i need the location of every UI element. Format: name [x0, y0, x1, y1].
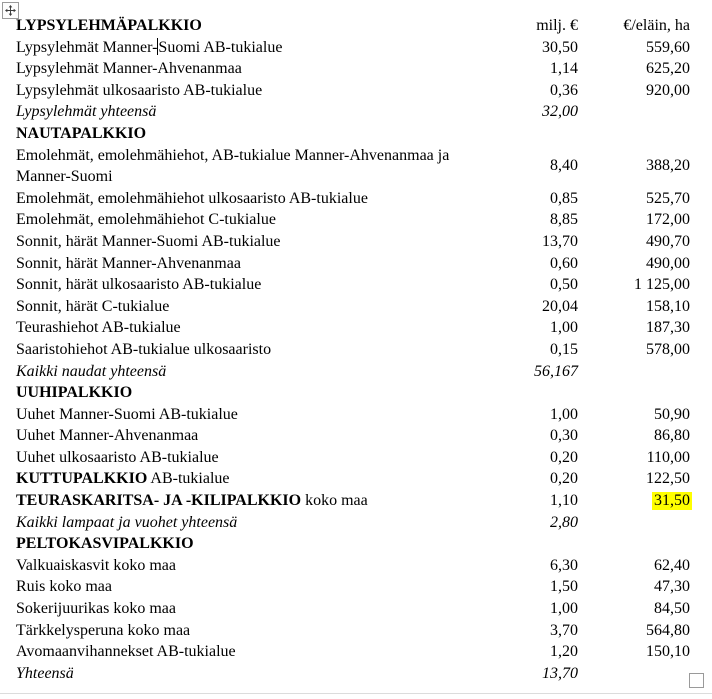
value-eur-per-animal[interactable]: 158,10	[646, 297, 690, 315]
row-label[interactable]: Ruis koko maa	[16, 578, 112, 596]
value-eur-per-animal[interactable]: 559,60	[646, 38, 690, 56]
value-eur-per-animal[interactable]: 625,20	[646, 60, 690, 78]
row-label[interactable]: Yhteensä	[16, 664, 74, 682]
row-label-bold-part: KUTTUPALKKIO	[16, 470, 148, 488]
value-milj-eur[interactable]: 8,40	[550, 157, 578, 175]
row-label[interactable]: Lypsylehmät ulkosaaristo AB-tukialue	[16, 81, 263, 99]
row-label[interactable]: Emolehmät, emolehmähiehot ulkosaaristo AB-tukialue	[16, 189, 368, 207]
table-row[interactable]	[16, 490, 690, 512]
table-row[interactable]	[16, 533, 690, 555]
row-label[interactable]: Lypsylehmät yhteensä	[16, 103, 157, 121]
value-eur-per-animal[interactable]: 84,50	[654, 600, 690, 618]
table-row[interactable]	[16, 404, 690, 426]
value-milj-eur[interactable]: 13,70	[542, 232, 578, 250]
table-row[interactable]	[16, 361, 690, 383]
text-cursor	[157, 38, 158, 55]
value-eur-per-animal[interactable]: 1 125,00	[634, 276, 690, 294]
value-eur-per-animal[interactable]	[578, 533, 690, 555]
value-milj-eur[interactable]: 1,00	[550, 319, 578, 337]
value-milj-eur[interactable]: 1,10	[550, 492, 578, 510]
value-milj-eur[interactable]: 1,14	[550, 60, 578, 78]
table-row[interactable]	[16, 317, 690, 339]
column-header-milj-eur[interactable]: milj. €	[536, 17, 578, 34]
value-eur-per-animal[interactable]: 525,70	[646, 189, 690, 207]
value-eur-per-animal[interactable]	[578, 101, 690, 123]
table-resize-handle[interactable]	[689, 673, 704, 688]
table-row[interactable]	[16, 58, 690, 80]
table-row[interactable]	[16, 37, 690, 59]
value-milj-eur[interactable]	[458, 382, 578, 404]
value-eur-per-animal[interactable]	[578, 123, 690, 145]
value-eur-per-animal[interactable]: 172,00	[646, 211, 690, 229]
row-label[interactable]: Uuhet Manner-Ahvenanmaa	[16, 427, 199, 445]
value-milj-eur[interactable]	[458, 123, 578, 145]
row-label[interactable]: Uuhet ulkosaaristo AB-tukialue	[16, 448, 219, 466]
value-eur-per-animal[interactable]: 920,00	[646, 81, 690, 99]
table-row[interactable]	[16, 274, 690, 296]
move-icon	[5, 5, 16, 16]
value-eur-per-animal[interactable]: 187,30	[646, 319, 690, 337]
value-eur-per-animal[interactable]: 86,80	[654, 427, 690, 445]
value-eur-per-animal[interactable]: 150,10	[646, 643, 690, 661]
table-row[interactable]	[16, 123, 690, 145]
table-row[interactable]	[16, 512, 690, 534]
row-label[interactable]: Emolehmät, emolehmähiehot C-tukialue	[16, 211, 276, 229]
value-milj-eur[interactable]: 0,30	[550, 427, 578, 445]
row-label[interactable]: Saaristohiehot AB-tukialue ulkosaaristo	[16, 340, 272, 358]
row-label[interactable]: Sonnit, härät Manner-Suomi AB-tukialue	[16, 232, 281, 250]
table-row[interactable]	[16, 663, 690, 685]
value-eur-per-animal[interactable]: 110,00	[646, 448, 690, 466]
value-milj-eur[interactable]: 6,30	[550, 556, 578, 574]
highlighted-value: 31,50	[654, 492, 690, 510]
value-milj-eur[interactable]: 20,04	[542, 297, 578, 315]
row-label[interactable]: Lypsylehmät Manner-Ahvenanmaa	[16, 60, 242, 78]
table-row[interactable]	[16, 598, 690, 620]
value-milj-eur[interactable]: 1,50	[550, 578, 578, 596]
value-eur-per-animal[interactable]: 490,70	[646, 232, 690, 250]
subsidy-table	[16, 15, 690, 684]
table-row[interactable]	[16, 339, 690, 361]
table-row[interactable]	[16, 555, 690, 577]
value-eur-per-animal[interactable]: 62,40	[654, 556, 690, 574]
value-eur-per-animal[interactable]: 564,80	[646, 621, 690, 639]
value-eur-per-animal[interactable]: 578,00	[646, 340, 690, 358]
value-milj-eur[interactable]: 1,20	[550, 643, 578, 661]
table-row[interactable]	[16, 145, 690, 188]
table-row[interactable]	[16, 253, 690, 275]
value-milj-eur[interactable]: 8,85	[550, 211, 578, 229]
table-row[interactable]	[16, 296, 690, 318]
value-milj-eur[interactable]: 0,20	[550, 470, 578, 488]
row-label[interactable]: Emolehmät, emolehmähiehot, AB-tukialue Manner-Ahvenanmaa ja Manner-Suomi	[16, 146, 450, 186]
table-row[interactable]	[16, 15, 690, 37]
value-milj-eur[interactable]: 1,00	[550, 405, 578, 423]
row-label[interactable]: KUTTUPALKKIO AB-tukialue	[16, 470, 230, 488]
value-milj-eur[interactable]: 56,167	[534, 362, 578, 380]
value-milj-eur[interactable]: 0,20	[550, 448, 578, 466]
value-eur-per-animal[interactable]: 490,00	[646, 254, 690, 272]
value-eur-per-animal[interactable]	[578, 512, 690, 534]
row-label[interactable]: Teurashiehot AB-tukialue	[16, 319, 181, 337]
value-milj-eur[interactable]: 3,70	[550, 621, 578, 639]
table-row[interactable]	[16, 209, 690, 231]
value-milj-eur[interactable]: 0,60	[550, 254, 578, 272]
value-milj-eur[interactable]	[458, 533, 578, 555]
value-milj-eur[interactable]: 1,00	[550, 600, 578, 618]
row-label-bold-part: TEURASKARITSA- JA -KILIPALKKIO	[16, 492, 302, 510]
row-label[interactable]: NAUTAPALKKIO	[16, 124, 147, 142]
row-label[interactable]: Uuhet Manner-Suomi AB-tukialue	[16, 405, 238, 423]
table-row[interactable]	[16, 447, 690, 469]
table-row[interactable]	[16, 101, 690, 123]
table-row[interactable]	[16, 231, 690, 253]
table-row[interactable]	[16, 641, 690, 663]
value-eur-per-animal[interactable]: 50,90	[654, 405, 690, 423]
value-milj-eur[interactable]: 32,00	[542, 103, 578, 121]
value-eur-per-animal[interactable]	[578, 490, 690, 512]
row-label[interactable]: Kaikki naudat yhteensä	[16, 362, 167, 380]
value-milj-eur[interactable]: 0,85	[550, 189, 578, 207]
row-label[interactable]: UUHIPALKKIO	[16, 384, 133, 402]
row-label[interactable]: Valkuaiskasvit koko maa	[16, 556, 176, 574]
row-label[interactable]: Kaikki lampaat ja vuohet yhteensä	[16, 513, 238, 531]
row-label[interactable]: Lypsylehmät Manner-Suomi AB-tukialue	[16, 38, 283, 56]
row-label[interactable]: Sonnit, härät Manner-Ahvenanmaa	[16, 254, 241, 272]
value-eur-per-animal[interactable]: 122,50	[646, 470, 690, 488]
row-label[interactable]: Tärkkelysperuna koko maa	[16, 621, 191, 639]
value-milj-eur[interactable]: 0,50	[550, 276, 578, 294]
table-row[interactable]	[16, 468, 690, 490]
row-label[interactable]: Avomaanvihannekset AB-tukialue	[16, 643, 236, 661]
value-milj-eur[interactable]: 30,50	[542, 38, 578, 56]
row-label[interactable]: Sokerijuurikas koko maa	[16, 600, 176, 618]
column-header-eur-per-animal[interactable]: €/eläin, ha	[623, 17, 690, 34]
value-eur-per-animal[interactable]	[578, 361, 690, 383]
value-eur-per-animal[interactable]	[578, 382, 690, 404]
value-eur-per-animal[interactable]: 388,20	[646, 157, 690, 175]
table-row[interactable]	[16, 382, 690, 404]
table-row[interactable]	[16, 576, 690, 598]
value-milj-eur[interactable]: 2,80	[550, 513, 578, 531]
row-label[interactable]: Sonnit, härät ulkosaaristo AB-tukialue	[16, 276, 262, 294]
table-row[interactable]	[16, 425, 690, 447]
row-label[interactable]: TEURASKARITSA- JA -KILIPALKKIO koko maa	[16, 492, 368, 510]
table-row[interactable]	[16, 80, 690, 102]
value-milj-eur[interactable]: 13,70	[542, 664, 578, 682]
value-milj-eur[interactable]: 0,15	[550, 340, 578, 358]
row-label[interactable]: LYPSYLEHMÄPALKKIO	[16, 17, 202, 34]
value-milj-eur[interactable]: 0,36	[550, 81, 578, 99]
row-label[interactable]: Sonnit, härät C-tukialue	[16, 297, 170, 315]
page-boundary-line	[0, 693, 712, 694]
table-row[interactable]	[16, 620, 690, 642]
value-eur-per-animal[interactable]: 47,30	[654, 578, 690, 596]
value-eur-per-animal[interactable]	[578, 663, 690, 685]
table-row[interactable]	[16, 188, 690, 210]
row-label[interactable]: PELTOKASVIPALKKIO	[16, 535, 194, 553]
